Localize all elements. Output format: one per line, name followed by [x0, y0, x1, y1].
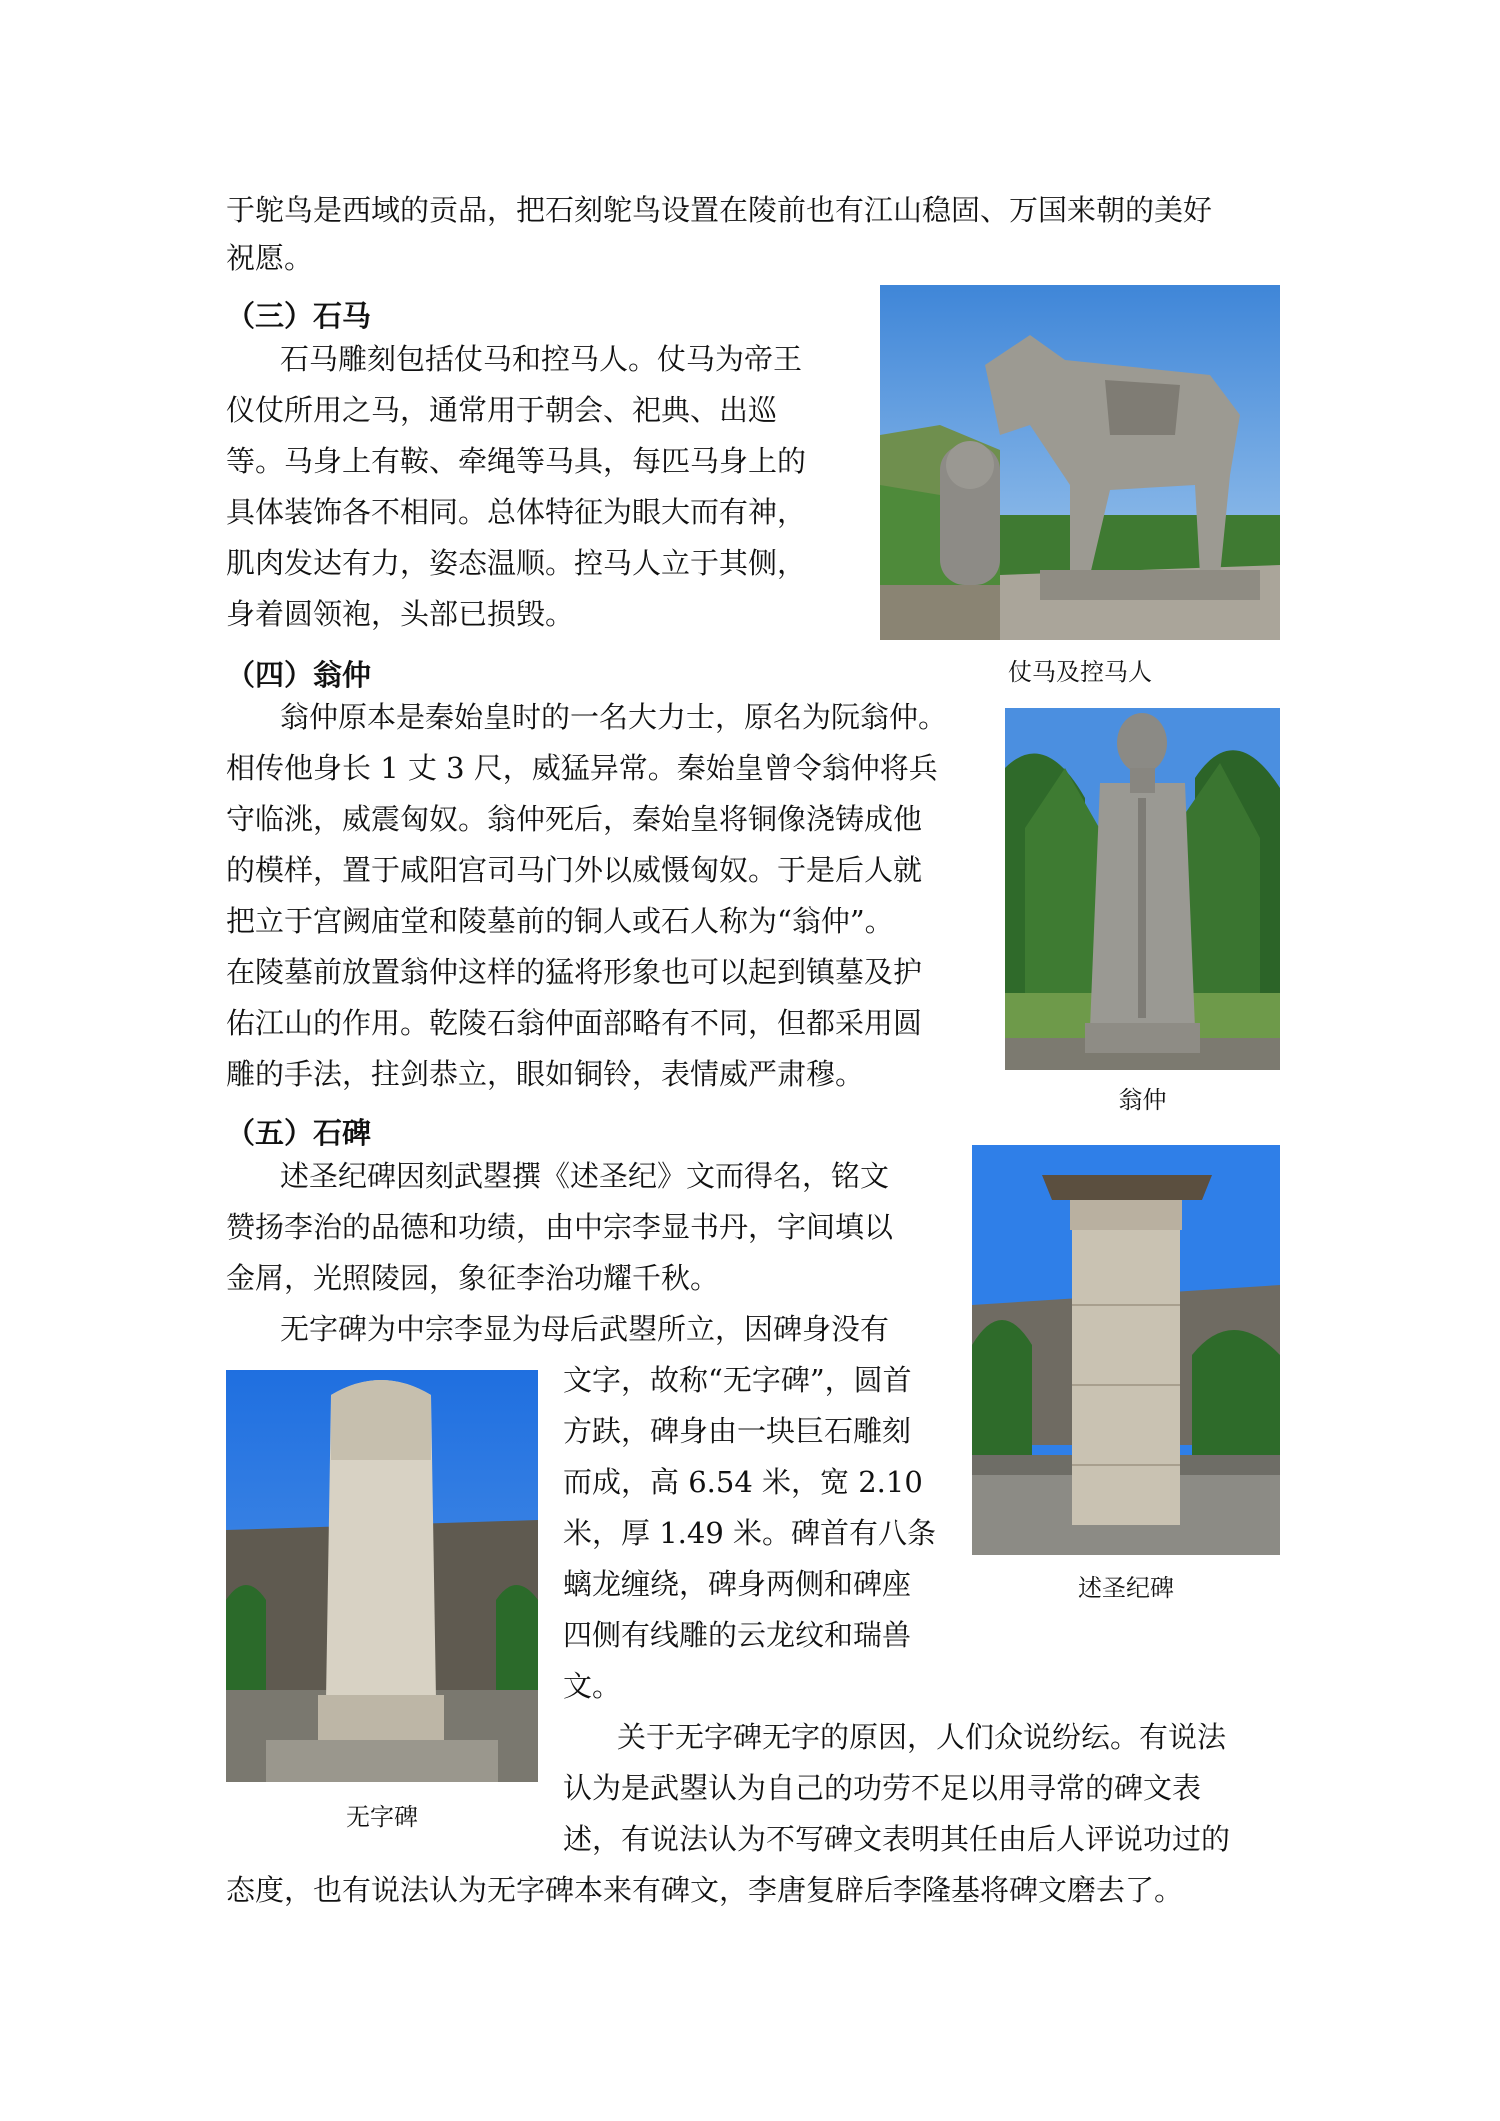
- shibei-p2-line: 方趺，碑身由一块巨石雕刻: [563, 1414, 912, 1448]
- shima-line: 仪仗所用之马，通常用于朝会、祀典、出巡: [226, 393, 778, 427]
- caption-shushengji: 述圣纪碑: [1078, 1574, 1174, 1602]
- wuzibei-photo: [226, 1370, 538, 1782]
- wengzhong-line: 佑江山的作用。乾陵石翁仲面部略有不同，但都采用圆: [226, 1006, 923, 1040]
- horse-photo: [880, 285, 1280, 640]
- shibei-p2-first: 无字碑为中宗李显为母后武曌所立，因碑身没有: [280, 1312, 890, 1346]
- wengzhong-line: 把立于宫阙庙堂和陵墓前的铜人或石人称为“翁仲”。: [226, 904, 894, 938]
- shima-line: 具体装饰各不相同。总体特征为眼大而有神，: [226, 495, 807, 529]
- caption-wuzibei: 无字碑: [346, 1803, 418, 1831]
- section-heading-shibei: （五）石碑: [226, 1116, 372, 1150]
- shibei-p3-line: 认为是武曌认为自己的功劳不足以用寻常的碑文表: [563, 1771, 1202, 1805]
- shibei-p1-line: 述圣纪碑因刻武曌撰《述圣纪》文而得名，铭文: [280, 1159, 890, 1193]
- shibei-p1-line: 金屑，光照陵园，象征李治功耀千秋。: [226, 1261, 720, 1295]
- shima-line: 石马雕刻包括仗马和控马人。仗马为帝王: [280, 342, 803, 376]
- shushengji-stele-photo: [972, 1145, 1280, 1555]
- wengzhong-line: 相传他身长 1 丈 3 尺，威猛异常。秦始皇曾令翁仲将兵: [226, 751, 938, 785]
- wengzhong-line: 雕的手法，拄剑恭立，眼如铜铃，表情威严肃穆。: [226, 1057, 865, 1091]
- shibei-p2-line: 而成，高 6.54 米，宽 2.10: [563, 1465, 923, 1499]
- section-heading-shima: （三）石马: [226, 299, 372, 333]
- shibei-p3-last: 态度，也有说法认为无字碑本来有碑文，李唐复辟后李隆基将碑文磨去了。: [226, 1873, 1184, 1907]
- wengzhong-line: 在陵墓前放置翁仲这样的猛将形象也可以起到镇墓及护: [226, 955, 923, 989]
- wengzhong-photo: [1005, 708, 1280, 1070]
- shibei-p2-line: 文字，故称“无字碑”，圆首: [563, 1363, 912, 1397]
- shibei-p1-line: 赞扬李治的品德和功绩，由中宗李显书丹，字间填以: [226, 1210, 894, 1244]
- caption-horse: 仗马及控马人: [1008, 658, 1152, 686]
- shibei-p2-line: 四侧有线雕的云龙纹和瑞兽: [563, 1618, 912, 1652]
- intro-line-2: 祝愿。: [226, 241, 314, 275]
- shima-line: 身着圆领袍，头部已损毁。: [226, 597, 575, 631]
- shibei-p3-line: 述，有说法认为不写碑文表明其任由后人评说功过的: [563, 1822, 1231, 1856]
- caption-wengzhong: 翁仲: [1118, 1086, 1167, 1114]
- shibei-p2-line: 米，厚 1.49 米。碑首有八条: [563, 1516, 937, 1550]
- wengzhong-line: 守临洮，威震匈奴。翁仲死后，秦始皇将铜像浇铸成他: [226, 802, 923, 836]
- section-heading-wengzhong: （四）翁仲: [226, 658, 372, 692]
- wengzhong-line: 的模样，置于咸阳宫司马门外以威慑匈奴。于是后人就: [226, 853, 923, 887]
- wengzhong-line: 翁仲原本是秦始皇时的一名大力士，原名为阮翁仲。: [280, 700, 948, 734]
- shibei-p2-line: 螭龙缠绕，碑身两侧和碑座: [563, 1567, 912, 1601]
- shima-line: 肌肉发达有力，姿态温顺。控马人立于其侧，: [226, 546, 807, 580]
- shima-line: 等。马身上有鞍、牵绳等马具，每匹马身上的: [226, 444, 807, 478]
- shibei-p2-line: 文。: [563, 1669, 622, 1703]
- shibei-p3-line: 关于无字碑无字的原因，人们众说纷纭。有说法: [617, 1720, 1227, 1754]
- intro-line-1: 于鸵鸟是西域的贡品，把石刻鸵鸟设置在陵前也有江山稳固、万国来朝的美好: [226, 193, 1213, 227]
